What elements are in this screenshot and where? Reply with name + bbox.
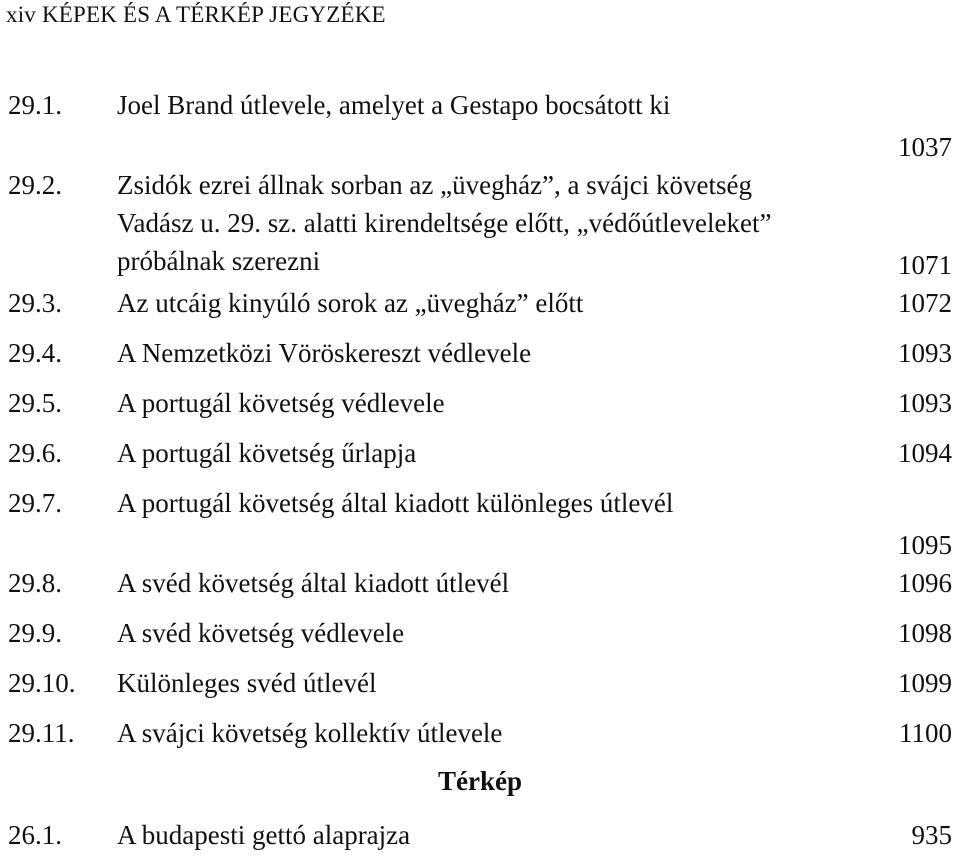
- entry-page: 1072: [898, 288, 952, 318]
- list-item: [0, 816, 960, 866]
- entry-page: 1037: [898, 132, 952, 162]
- map-list: [0, 816, 960, 866]
- entry-title: A budapesti gettó alaprajza: [117, 820, 411, 850]
- list-item: [0, 86, 960, 166]
- entry-number: 29.7.: [8, 488, 62, 518]
- running-header: xiv KÉPEK ÉS A TÉRKÉP JEGYZÉKE: [6, 2, 386, 27]
- entry-page: 1096: [898, 568, 952, 598]
- entry-number: 29.10.: [8, 668, 76, 698]
- entry-number: 29.1.: [8, 90, 62, 120]
- entry-title: A portugál követség védlevele: [117, 388, 445, 418]
- entry-title: A svéd követség által kiadott útlevél: [117, 568, 510, 598]
- list-item: [0, 166, 960, 284]
- entry-title: A svéd követség védlevele: [117, 618, 405, 648]
- entry-page: 935: [911, 820, 952, 850]
- entry-title: Az utcáig kinyúló sorok az „üvegház” előtt: [117, 288, 584, 318]
- list-item: [0, 434, 960, 484]
- entry-title: Különleges svéd útlevél: [117, 668, 377, 698]
- entry-number: 29.11.: [8, 718, 75, 748]
- entry-page: 1098: [898, 618, 952, 648]
- entry-page: 1093: [898, 388, 952, 418]
- list-item: [0, 714, 960, 764]
- entry-title: A portugál követség által kiadott különleges útlevél: [117, 488, 674, 518]
- entry-number: 29.2.: [8, 170, 62, 200]
- entry-number: 29.4.: [8, 338, 62, 368]
- list-item: [0, 614, 960, 664]
- entry-page: 1094: [898, 438, 952, 468]
- list-item: [0, 284, 960, 334]
- entry-number: 26.1.: [8, 820, 62, 850]
- entry-page: 1071: [898, 250, 952, 280]
- entry-title: Joel Brand útlevele, amelyet a Gestapo bocsátott ki: [117, 90, 671, 120]
- entry-title: A portugál követség űrlapja: [117, 438, 417, 468]
- entry-title: A Nemzetközi Vöröskereszt védlevele: [117, 338, 532, 368]
- entry-number: 29.6.: [8, 438, 62, 468]
- list-item: [0, 564, 960, 614]
- entry-number: 29.5.: [8, 388, 62, 418]
- entry-number: 29.3.: [8, 288, 62, 318]
- entry-page: 1093: [898, 338, 952, 368]
- list-item: [0, 334, 960, 384]
- figure-list: [0, 86, 960, 764]
- list-item: [0, 384, 960, 434]
- entry-number: 29.8.: [8, 568, 62, 598]
- entry-title: A svájci követség kollektív útlevele: [117, 718, 503, 748]
- entry-page: 1100: [899, 718, 952, 748]
- entry-page: 1095: [898, 530, 952, 560]
- list-item: [0, 484, 960, 564]
- section-heading: Térkép: [438, 766, 522, 796]
- list-item: [0, 664, 960, 714]
- entry-title: Zsidók ezrei állnak sorban az „üvegház”, a svájci követség Vadász u. 29. sz. alatti kirendeltsége előtt, „védőútleveleket” próbálnak szerezni: [117, 170, 772, 276]
- entry-number: 29.9.: [8, 618, 62, 648]
- entry-page: 1099: [898, 668, 952, 698]
